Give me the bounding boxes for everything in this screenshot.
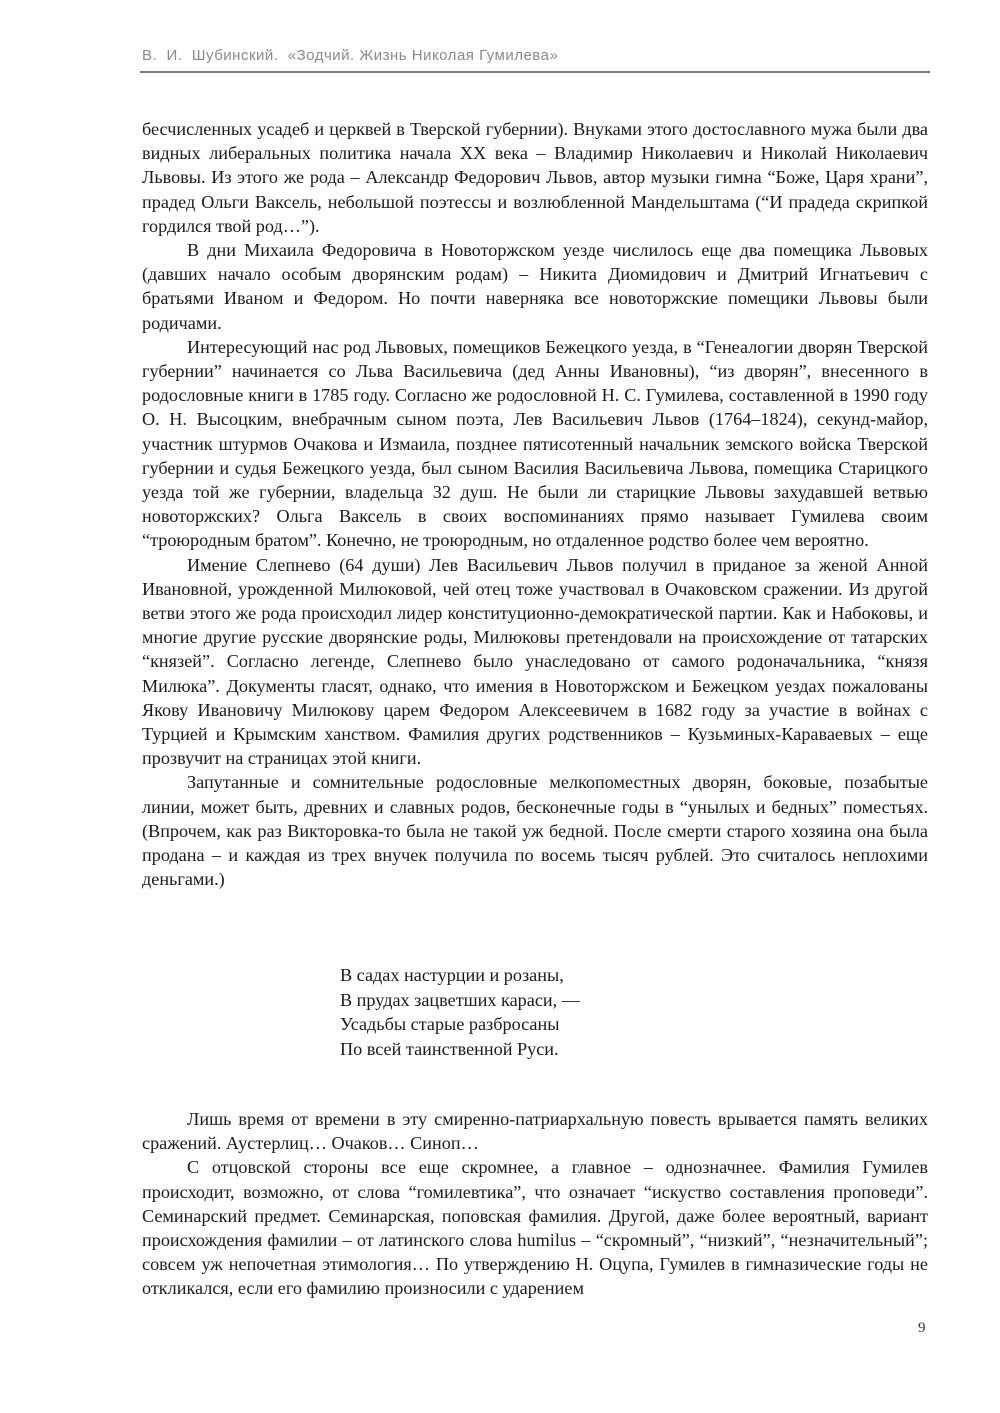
page-number: 9 <box>918 1320 926 1336</box>
poem-line: Усадьбы старые разбросаны <box>340 1014 560 1035</box>
body-text-before-poem <box>142 117 928 892</box>
running-head: В. И. Шубинский. «Зодчий. Жизнь Николая Гумилева» <box>142 47 559 64</box>
paragraph: С отцовской стороны все еще скромнее, а главное – однозначнее. Фамилия Гумилев происходит, возможно, от слова “гомилевтика”, что означает “искуство составления проповеди”. Семинарский предмет. Семинарская, поповская фамилия. Другой, даже более вероятный, вариант происхождения фамилии – от латинского слова humilus – “скромный”, “низкий”, “незначительный”; совсем уж непочетная этимология… По утверждению Н. Оцупа, Гумилев в гимназические годы не откликался, если его фамилию произносили с ударением <box>142 1157 928 1299</box>
poem-line: По всей таинственной Руси. <box>340 1038 559 1059</box>
paragraph: Интересующий нас род Львовых, помещиков Бежецкого уезда, в “Генеалогии дворян Тверской губернии” начинается со Льва Васильевича (дед Анны Ивановны), “из дворян”, внесенного в родословные книги в 1785 году. Согласно же родословной Н. С. Гумилева, составленной в 1990 году О. Н. Высоцким, внебрачным сыном поэта, Лев Васильевич Львов (1764–1824), секунд-майор, участник штурмов Очакова и Измаила, позднее пятисотенный начальник земского войска Тверской губернии и судья Бежецкого уезда, был сыном Василия Васильевича Львова, помещика Старицкого уезда той же губернии, владельца 32 душ. Не были ли старицкие Львовы захудавшей ветвью новоторжских? Ольга Ваксель в своих воспоминаниях прямо называет Гумилева своим “троюродным братом”. Конечно, не троюродным, но отдаленное родство более чем вероятно. <box>142 336 928 551</box>
paragraph: Запутанные и сомнительные родословные мелкопоместных дворян, боковые, позабытые линии, может быть, древних и славных родов, бесконечные годы в “унылых и бедных” поместьях. (Впрочем, как раз Викторовка-то была не такой уж бедной. После смерти старого хозяина она была продана – и каждая из трех внучек получила по восемь тысяч рублей. Это считалось неплохими деньгами.) <box>142 772 928 890</box>
paragraph: Лишь время от времени в эту смиренно-патриархальную повесть врывается память великих сражений. Аустерлиц… Очаков… Синоп… <box>142 1109 928 1154</box>
paragraph: Имение Слепнево (64 души) Лев Васильевич Львов получил в приданое за женой Анной Ивановной, урожденной Милюковой, чей отец тоже участвовал в Очаковском сражении. Из другой ветви этого же рода происходил лидер конституционно-демократической партии. Как и Набоковы, и многие другие русские дворянские роды, Милюковы претендовали на происхождение от татарских “князей”. Согласно легенде, Слепнево было унаследовано от самого родоначальника, “князя Милюка”. Документы гласят, однако, что имения в Новоторжском и Бежецком уездах пожалованы Якову Ивановичу Милюкову царем Федором Алексеевичем в 1682 году за участие в войнах с Турцией и Крымским ханством. Фамилия других родственников – Кузьминых-Караваевых – еще прозвучит на страницах этой книги. <box>142 554 928 769</box>
paragraph: В дни Михаила Федоровича в Новоторжском уезде числилось еще два помещика Львовых (давших начало особым дворянским родам) – Никита Диомидович и Дмитрий Игнатьевич с братьями Иваном и Федором. Но почти наверняка все новоторжские помещики Львовы были родичами. <box>142 240 928 333</box>
body-text-after-poem <box>142 1107 928 1301</box>
paragraph: бесчисленных усадеб и церквей в Тверской губернии). Внуками этого достославного мужа были два видных либеральных политика начала XX века – Владимир Николаевич и Николай Николаевич Львовы. Из этого же рода – Александр Федорович Львов, автор музыки гимна “Боже, Царя храни”, прадед Ольги Ваксель, небольшой поэтессы и возлюбленной Мандельштама (“И прадеда скрипкой гордился твой род…”). <box>142 119 928 236</box>
poem-line: В садах настурции и розаны, <box>340 965 564 985</box>
poem-quote <box>340 963 580 1061</box>
poem-line: В прудах зацветших караси, — <box>340 989 580 1010</box>
header-rule <box>140 71 930 73</box>
